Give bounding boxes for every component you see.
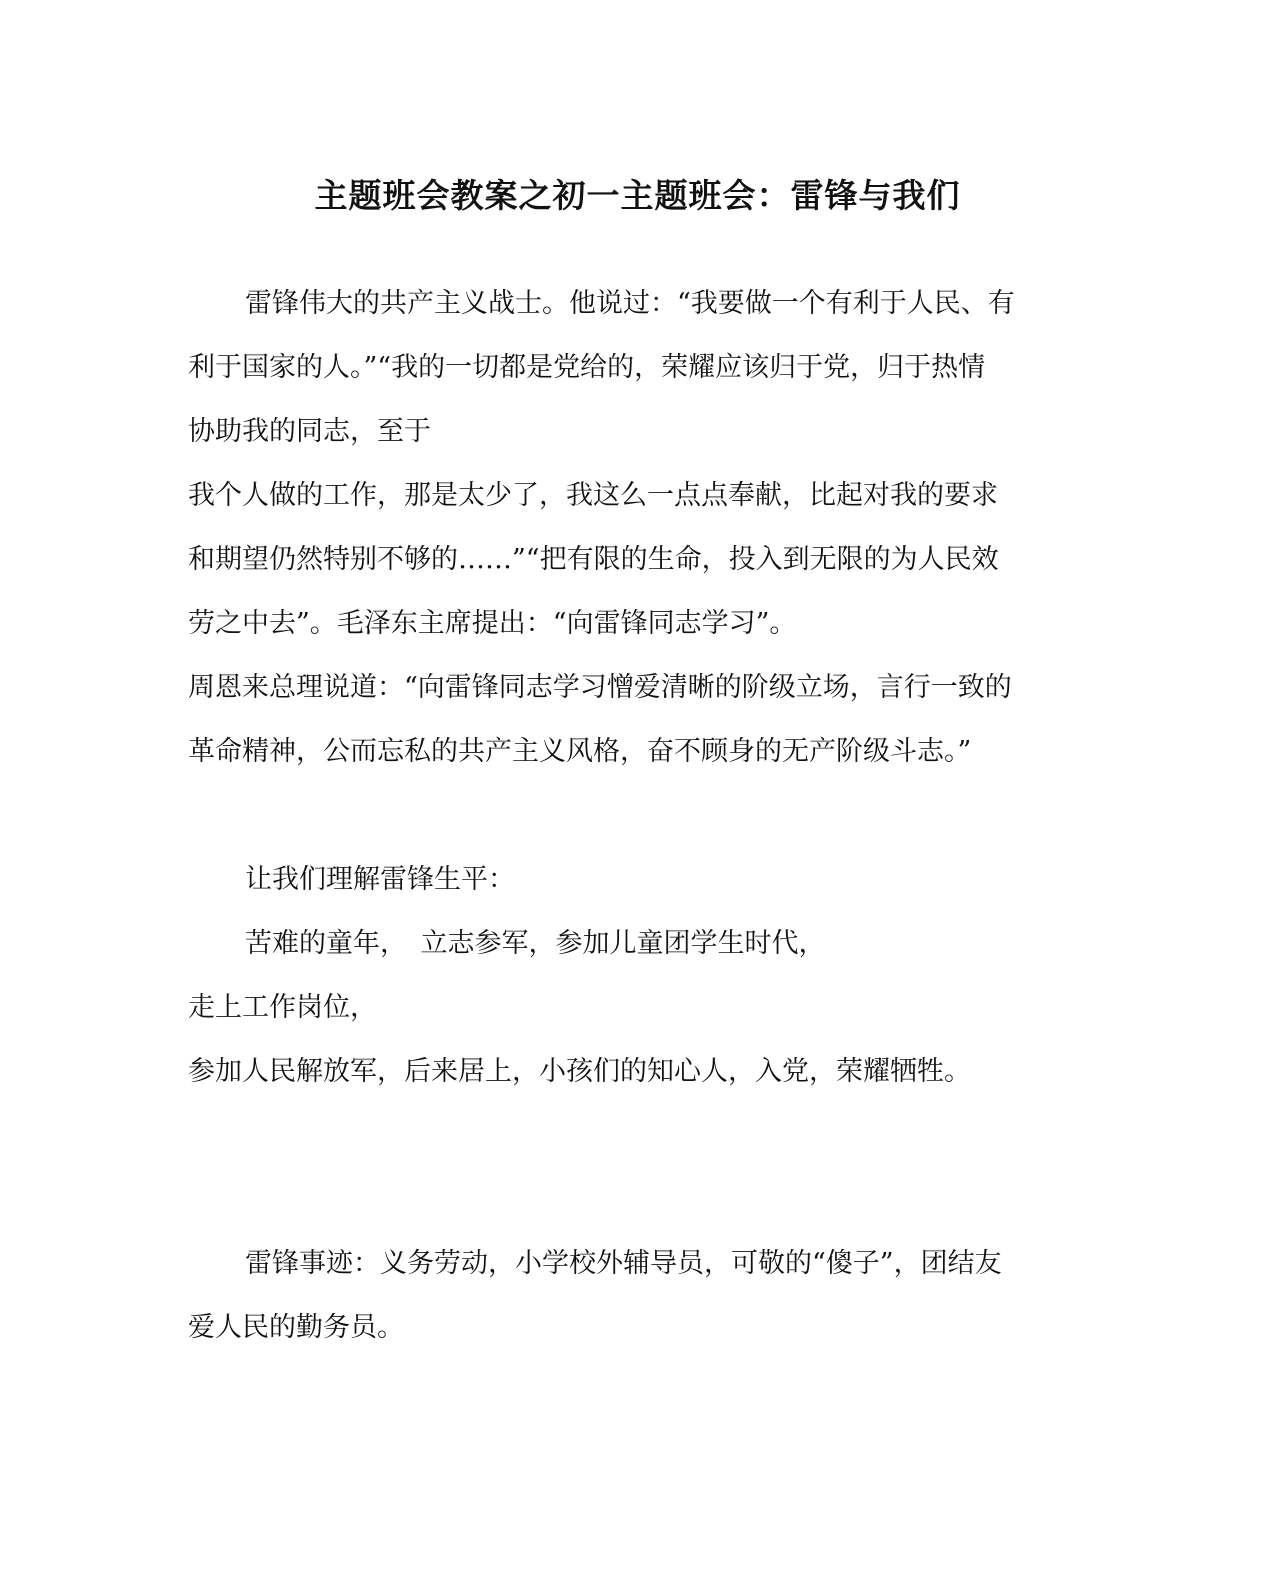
text-line: 参加人民解放军，后来居上，小孩们的知心人，入党，荣耀牺牲。 xyxy=(188,1056,971,1087)
text-line: 苦难的童年， 立志参军，参加儿童团学生时代， xyxy=(245,928,826,959)
text-line: 革命精神，公而忘私的共产主义风格，奋不顾身的无产阶级斗志。” xyxy=(188,736,972,767)
text-line: 我个人做的工作，那是太少了，我这么一点点奉献，比起对我的要求 xyxy=(188,480,998,511)
text-line: 爱人民的勤务员。 xyxy=(188,1312,404,1343)
document-title: 主题班会教案之初一主题班会：雷锋与我们 xyxy=(314,176,961,215)
text-line: 周恩来总理说道：“向雷锋同志学习憎爱清晰的阶级立场，言行一致的 xyxy=(188,672,1012,703)
text-line: 让我们理解雷锋生平： xyxy=(245,864,515,895)
text-line: 和期望仍然特别不够的……”“把有限的生命，投入到无限的为人民效 xyxy=(188,544,999,575)
text-line: 劳之中去”。毛泽东主席提出：“向雷锋同志学习”。 xyxy=(188,608,797,639)
text-line: 雷锋事迹：义务劳动，小学校外辅导员，可敬的“傻子”，团结友 xyxy=(245,1248,1002,1279)
text-line: 利于国家的人。”“我的一切都是党给的，荣耀应该归于党，归于热情 xyxy=(188,352,986,383)
text-line: 走上工作岗位， xyxy=(188,992,377,1023)
text-line: 协助我的同志，至于 xyxy=(188,416,431,447)
text-line: 雷锋伟大的共产主义战士。他说过：“我要做一个有利于人民、有 xyxy=(245,288,1015,319)
